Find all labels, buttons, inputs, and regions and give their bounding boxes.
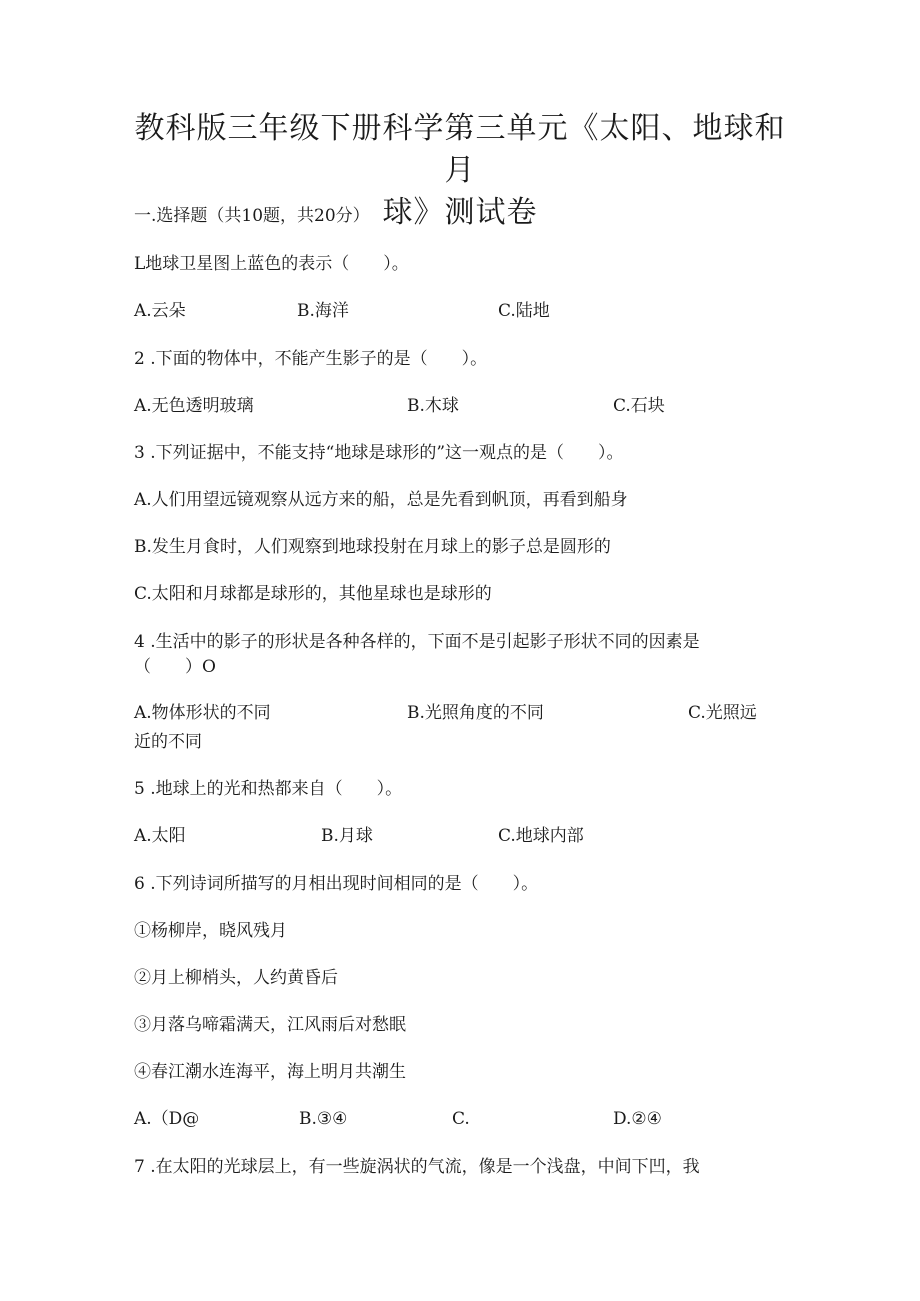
question-6-poem-3: ③月落乌啼霜满天，江风雨后对愁眠 (134, 1015, 406, 1035)
question-1-stem: L地球卫星图上蓝色的表示（ ）。 (134, 254, 409, 274)
question-3-option-b: B.发生月食时，人们观察到地球投射在月球上的影子总是圆形的 (134, 537, 611, 557)
question-6-stem: 6 .下列诗词所描写的月相出现时间相同的是（ ）。 (134, 874, 539, 894)
question-6-option-d: D.②④ (613, 1109, 662, 1129)
question-5-option-b: B.月球 (321, 826, 373, 846)
question-4-option-b: B.光照角度的不同 (407, 703, 544, 723)
question-4-option-c: C.光照远 (688, 703, 757, 723)
question-5-option-a: A.太阳 (134, 826, 186, 846)
question-6-poem-4: ④春江潮水连海平，海上明月共潮生 (134, 1062, 406, 1082)
question-6-option-b: B.③④ (299, 1109, 348, 1129)
question-2-option-a: A.无色透明玻璃 (134, 396, 254, 416)
question-3-stem: 3 .下列证据中，不能支持“地球是球形的”这一观点的是（ ）。 (134, 443, 624, 463)
question-1-option-a: A.云朵 (134, 301, 186, 321)
question-3-option-a: A.人们用望远镜观察从远方来的船，总是先看到帆顶，再看到船身 (134, 490, 628, 510)
question-1-option-b: B.海洋 (297, 301, 349, 321)
question-7-stem: 7 .在太阳的光球层上，有一些旋涡状的气流，像是一个浅盘，中间下凹，我 (134, 1157, 700, 1177)
question-6-poem-2: ②月上柳梢头，人约黄昏后 (134, 968, 338, 988)
section-heading: 一.选择题（共10题，共20分） (134, 206, 370, 226)
question-5-stem: 5 .地球上的光和热都来自（ ）。 (134, 779, 403, 799)
question-4-stem-line-1: 4 .生活中的影子的形状是各种各样的，下面不是引起影子形状不同的因素是 (134, 632, 700, 652)
question-4-option-a: A.物体形状的不同 (134, 703, 271, 723)
question-3-option-c: C.太阳和月球都是球形的，其他星球也是球形的 (134, 584, 492, 604)
question-2-stem: 2 .下面的物体中，不能产生影子的是（ ）。 (134, 349, 488, 369)
question-4-stem-line-2: （ ）O (134, 657, 216, 677)
question-6-poem-1: ①杨柳岸，晓风残月 (134, 921, 287, 941)
question-4-option-c-wrap: 近的不同 (134, 732, 202, 752)
question-1-option-c: C.陆地 (498, 301, 550, 321)
question-2-option-b: B.木球 (407, 396, 459, 416)
question-5-option-c: C.地球内部 (498, 826, 584, 846)
question-6-option-a: A.（D@ (134, 1109, 200, 1129)
question-2-option-c: C.石块 (613, 396, 665, 416)
question-6-option-c: C. (452, 1109, 470, 1129)
title-line-2: 球》测试卷 (382, 195, 538, 230)
title-line-1: 教科版三年级下册科学第三单元《太阳、地球和月 (134, 111, 786, 188)
